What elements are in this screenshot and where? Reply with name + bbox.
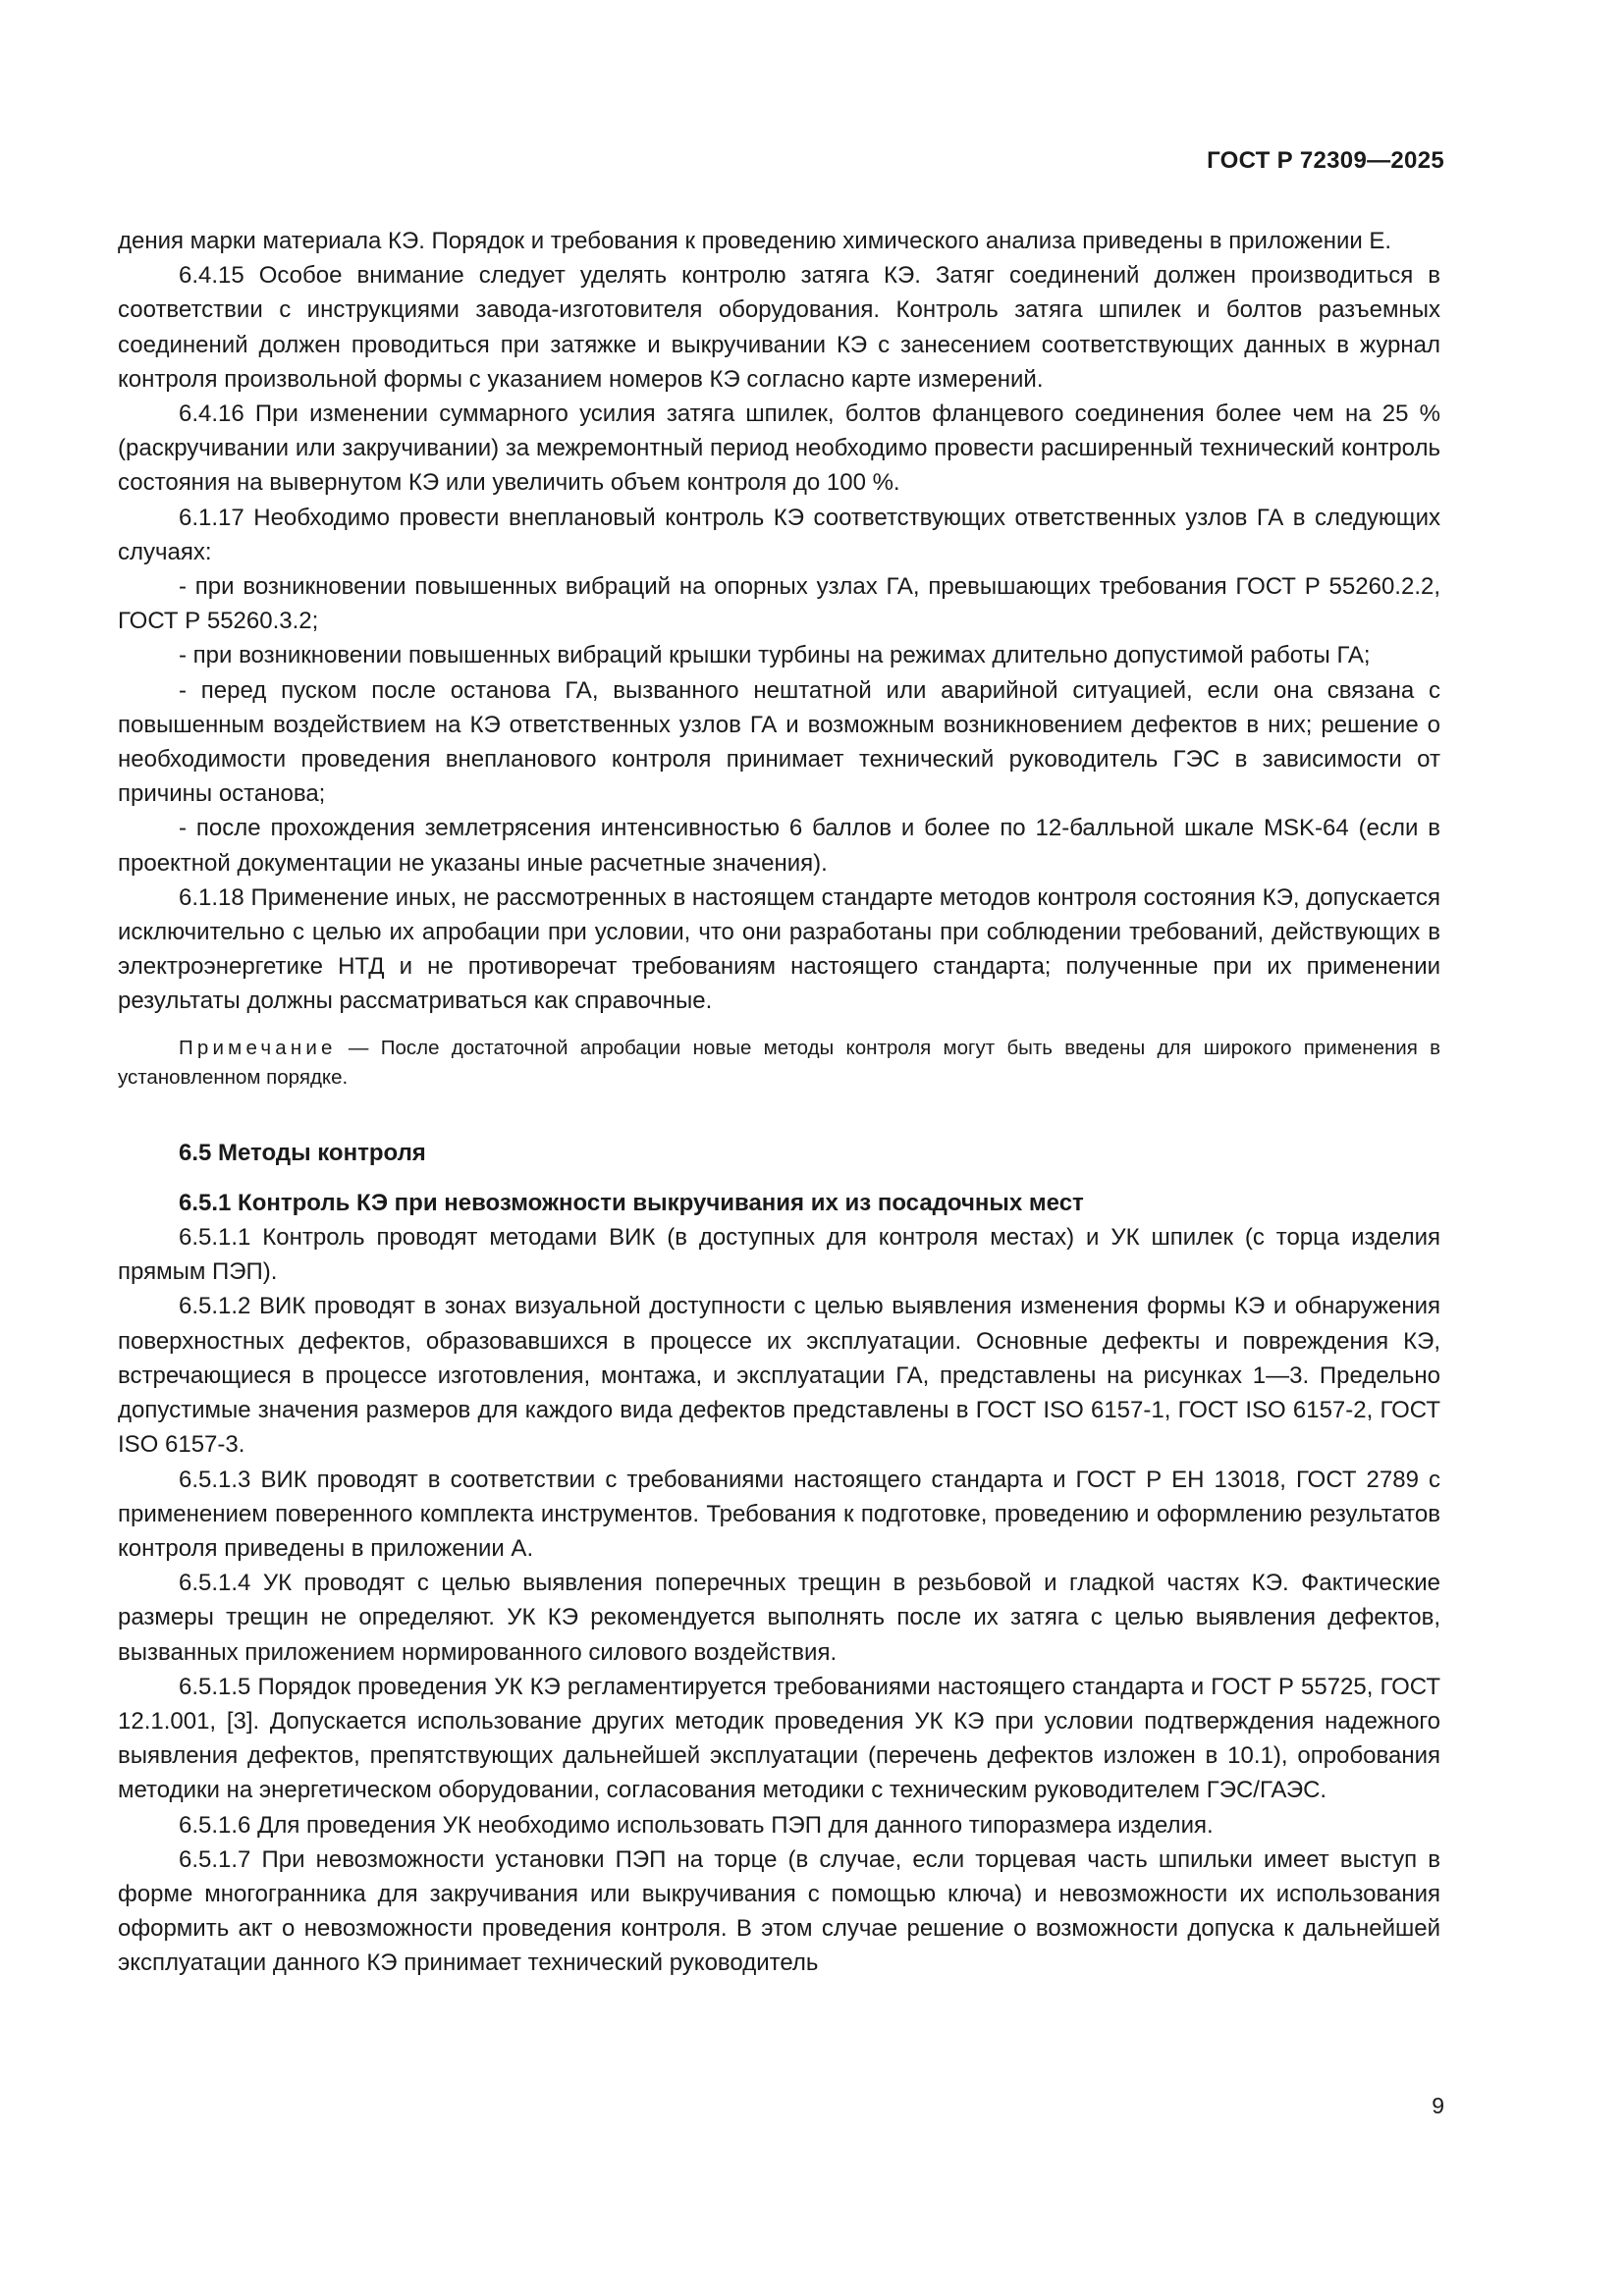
paragraph-6-5-1-5: 6.5.1.5 Порядок проведения УК КЭ регламентируется требованиями настоящего стандарта и ГОСТ Р 55725, ГОСТ 12.1.001, [3]. Допускается использование других методик проведения УК КЭ при условии подтверждения надежного выявления дефектов, препятствующих дальнейшей эксплуатации (перечень дефектов изложен в 10.1), опробования методики на энергетическом оборудовании, согласования методики с техническим руководителем ГЭС/ГАЭС. [118, 1673, 1440, 1804]
paragraph-6-4-16: 6.4.16 При изменении суммарного усилия затяга шпилек, болтов фланцевого соединения более чем на 25 % (раскручивании или закручивании) за межремонтный период необходимо провести расширенный технический контроль состояния на вывернутом КЭ или увеличить объем контроля до 100 %. [118, 400, 1440, 497]
list-item-earthquake: - после прохождения землетрясения интенсивностью 6 баллов и более по 12-балльной шкале MSK-64 (если в проектной документации не указаны иные расчетные значения). [118, 815, 1440, 877]
document-header: ГОСТ Р 72309—2025 [1207, 147, 1444, 174]
paragraph-6-1-18: 6.1.18 Применение иных, не рассмотренных в настоящем стандарте методов контроля состояния КЭ, допускается исключительно с целью их апробации при условии, что они разработаны при соблюдении требований, действующих в электроэнергетике НТД и не противоречат требованиям настоящего стандарта; полученные при их применении результаты должны рассматриваться как справочные. [118, 883, 1440, 1015]
paragraph-6-5-1-4: 6.5.1.4 УК проводят с целью выявления поперечных трещин в резьбовой и гладкой частях КЭ. Фактические размеры трещин не определяют. УК КЭ рекомендуется выполнять после их затяга с целью выявления дефектов, вызванных приложением нормированного силового воздействия. [118, 1570, 1440, 1666]
paragraph-6-5-1-6: 6.5.1.6 Для проведения УК необходимо использовать ПЭП для данного типоразмера изделия. [179, 1811, 1214, 1839]
note-text: — После достаточной апробации новые методы контроля могут быть введены для широкого применения в установленном порядке. [118, 1036, 1440, 1089]
paragraph-6-5-1-1: 6.5.1.1 Контроль проводят методами ВИК (в доступных для контроля местах) и УК шпилек (с торца изделия прямым ПЭП). [118, 1224, 1440, 1286]
paragraph-6-1-17: 6.1.17 Необходимо провести внеплановый контроль КЭ соответствующих ответственных узлов ГА в следующих случаях: [118, 504, 1440, 565]
list-item-after-shutdown: - перед пуском после останова ГА, вызванного нештатной или аварийной ситуацией, если она связана с повышенным воздействием на КЭ ответственных узлов ГА и возможным возникновением дефектов в них; решение о необходимости проведения внепланового контроля принимает технический руководитель ГЭС в зависимости от причины останова; [118, 676, 1440, 808]
note-label: Примечание [179, 1036, 337, 1059]
note [118, 1034, 1440, 1093]
page-number: 9 [1432, 2093, 1444, 2118]
list-item-vibrations-cover: - при возникновении повышенных вибраций крышки турбины на режимах длительно допустимой работы ГА; [179, 642, 1371, 669]
list-item-vibrations-supports: - при возникновении повышенных вибраций на опорных узлах ГА, превышающих требования ГОСТ Р 55260.2.2, ГОСТ Р 55260.3.2; [118, 573, 1440, 635]
subsection-title: 6.5.1 Контроль КЭ при невозможности выкручивания их из посадочных мест [179, 1189, 1084, 1216]
section-title: 6.5 Методы контроля [179, 1139, 426, 1166]
paragraph-continuation: дения марки материала КЭ. Порядок и требования к проведению химического анализа приведены в приложении Е. [118, 228, 1392, 254]
paragraph-6-4-15: 6.4.15 Особое внимание следует уделять контролю затяга КЭ. Затяг соединений должен производиться в соответствии с инструкциями завода-изготовителя оборудования. Контроль затяга шпилек и болтов разъемных соединений должен проводиться при затяжке и выкручивании КЭ с занесением соответствующих данных в журнал контроля произвольной формы с указанием номеров КЭ согласно карте измерений. [118, 262, 1440, 393]
paragraph-6-5-1-2: 6.5.1.2 ВИК проводят в зонах визуальной доступности с целью выявления изменения формы КЭ и обнаружения поверхностных дефектов, образовавшихся в процессе их эксплуатации. Основные дефекты и повреждения КЭ, встречающиеся в процессе изготовления, монтажа, и эксплуатации ГА, представлены на рисунках 1—3. Предельно допустимые значения размеров для каждого вида дефектов представлены в ГОСТ ISO 6157-1, ГОСТ ISO 6157-2, ГОСТ ISO 6157-3. [118, 1293, 1440, 1459]
paragraph-6-5-1-3: 6.5.1.3 ВИК проводят в соответствии с требованиями настоящего стандарта и ГОСТ Р ЕН 13018, ГОСТ 2789 с применением поверенного комплекта инструментов. Требования к подготовке, проведению и оформлению результатов контроля приведены в приложении А. [118, 1466, 1440, 1562]
paragraph-6-5-1-7: 6.5.1.7 При невозможности установки ПЭП на торце (в случае, если торцевая часть шпильки имеет выступ в форме многогранника для закручивания или выкручивания с помощью ключа) и невозможности их использования оформить акт о невозможности проведения контроля. В этом случае решение о возможности допуска к дальнейшей эксплуатации данного КЭ принимает технический руководитель [118, 1845, 1440, 1977]
document-body [118, 224, 1440, 1981]
